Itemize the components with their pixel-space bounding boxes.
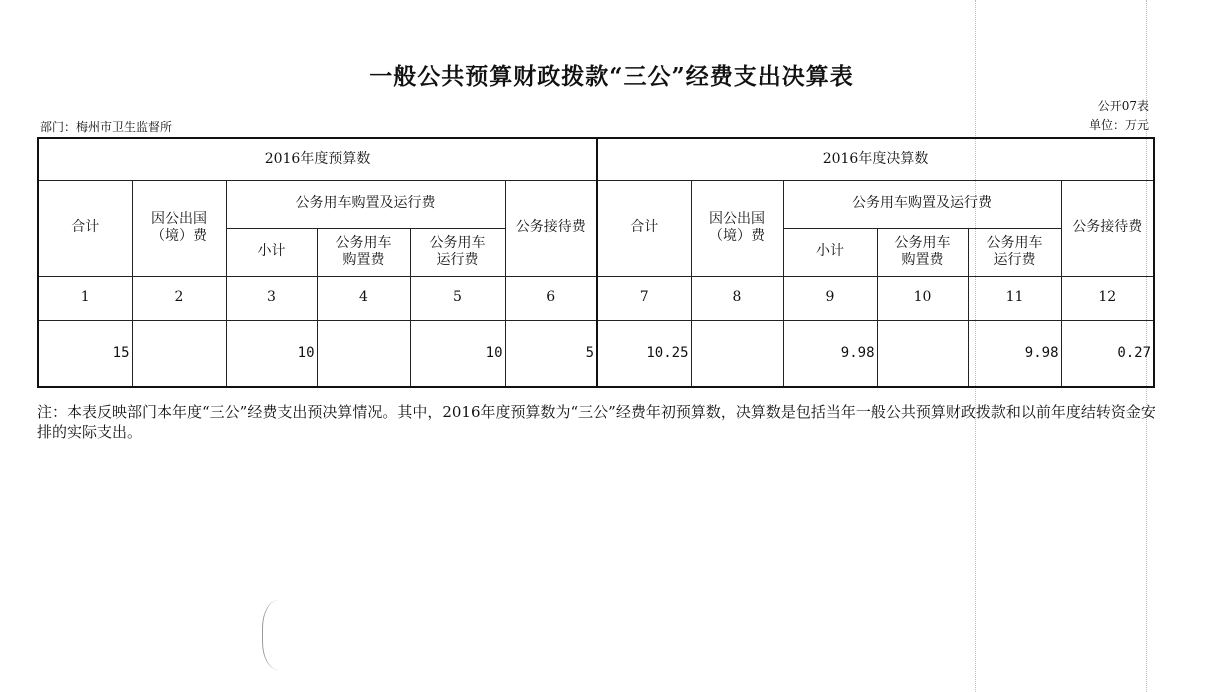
scan-artifact-mark [262,600,303,670]
form-code: 公开07表 [1097,99,1149,113]
column-number-row [38,276,1154,320]
header-vehicle: 公务用车购置及运行费 [783,180,1061,228]
header-vehicle: 公务用车购置及运行费 [226,180,505,228]
expense-table [37,137,1155,388]
final-abroad-value [691,320,783,387]
budget-subtotal-value: 10 [226,320,317,387]
footnote: 注：本表反映部门本年度“三公”经费支出预决算情况。其中，2016年度预算数为“三公”经费年初预算数，决算数是包括当年一般公共预算财政拨款和以前年度结转资金安排的实际支出。 [37,403,1156,441]
final-total-value: 10.25 [597,320,691,387]
budget-reception-value: 5 [505,320,597,387]
department-label: 部门：梅州市卫生监督所 [40,120,173,134]
header-vehicle-purchase: 公务用车购置费 [317,228,410,276]
page-title: 一般公共预算财政拨款“三公”经费支出决算表 [369,63,854,90]
column-number: 1 [38,276,132,320]
final-reception-value: 0.27 [1061,320,1154,387]
column-number: 5 [410,276,505,320]
header-total: 合计 [38,180,132,276]
header-abroad: 因公出国（境）费 [691,180,783,276]
header-total: 合计 [597,180,691,276]
budget-group-header: 2016年度预算数 [38,138,597,180]
header-abroad: 因公出国（境）费 [132,180,226,276]
column-number: 4 [317,276,410,320]
unit-label: 单位：万元 [1088,118,1149,132]
header-vehicle-purchase: 公务用车购置费 [877,228,968,276]
final-group-header: 2016年度决算数 [597,138,1154,180]
header-subtotal: 小计 [783,228,877,276]
column-number: 7 [597,276,691,320]
budget-abroad-value [132,320,226,387]
header-vehicle-operation: 公务用车运行费 [968,228,1061,276]
final-vehicle-operation-value: 9.98 [968,320,1061,387]
header-reception: 公务接待费 [1061,180,1154,276]
column-number: 10 [877,276,968,320]
column-number: 12 [1061,276,1154,320]
column-number: 8 [691,276,783,320]
budget-vehicle-operation-value: 10 [410,320,505,387]
table-row [38,320,1154,387]
final-vehicle-purchase-value [877,320,968,387]
column-number: 9 [783,276,877,320]
column-number: 6 [505,276,597,320]
final-subtotal-value: 9.98 [783,320,877,387]
column-number: 11 [968,276,1061,320]
column-number: 3 [226,276,317,320]
budget-vehicle-purchase-value [317,320,410,387]
header-subtotal: 小计 [226,228,317,276]
header-reception: 公务接待费 [505,180,597,276]
budget-total-value: 15 [38,320,132,387]
header-vehicle-operation: 公务用车运行费 [410,228,505,276]
column-number: 2 [132,276,226,320]
